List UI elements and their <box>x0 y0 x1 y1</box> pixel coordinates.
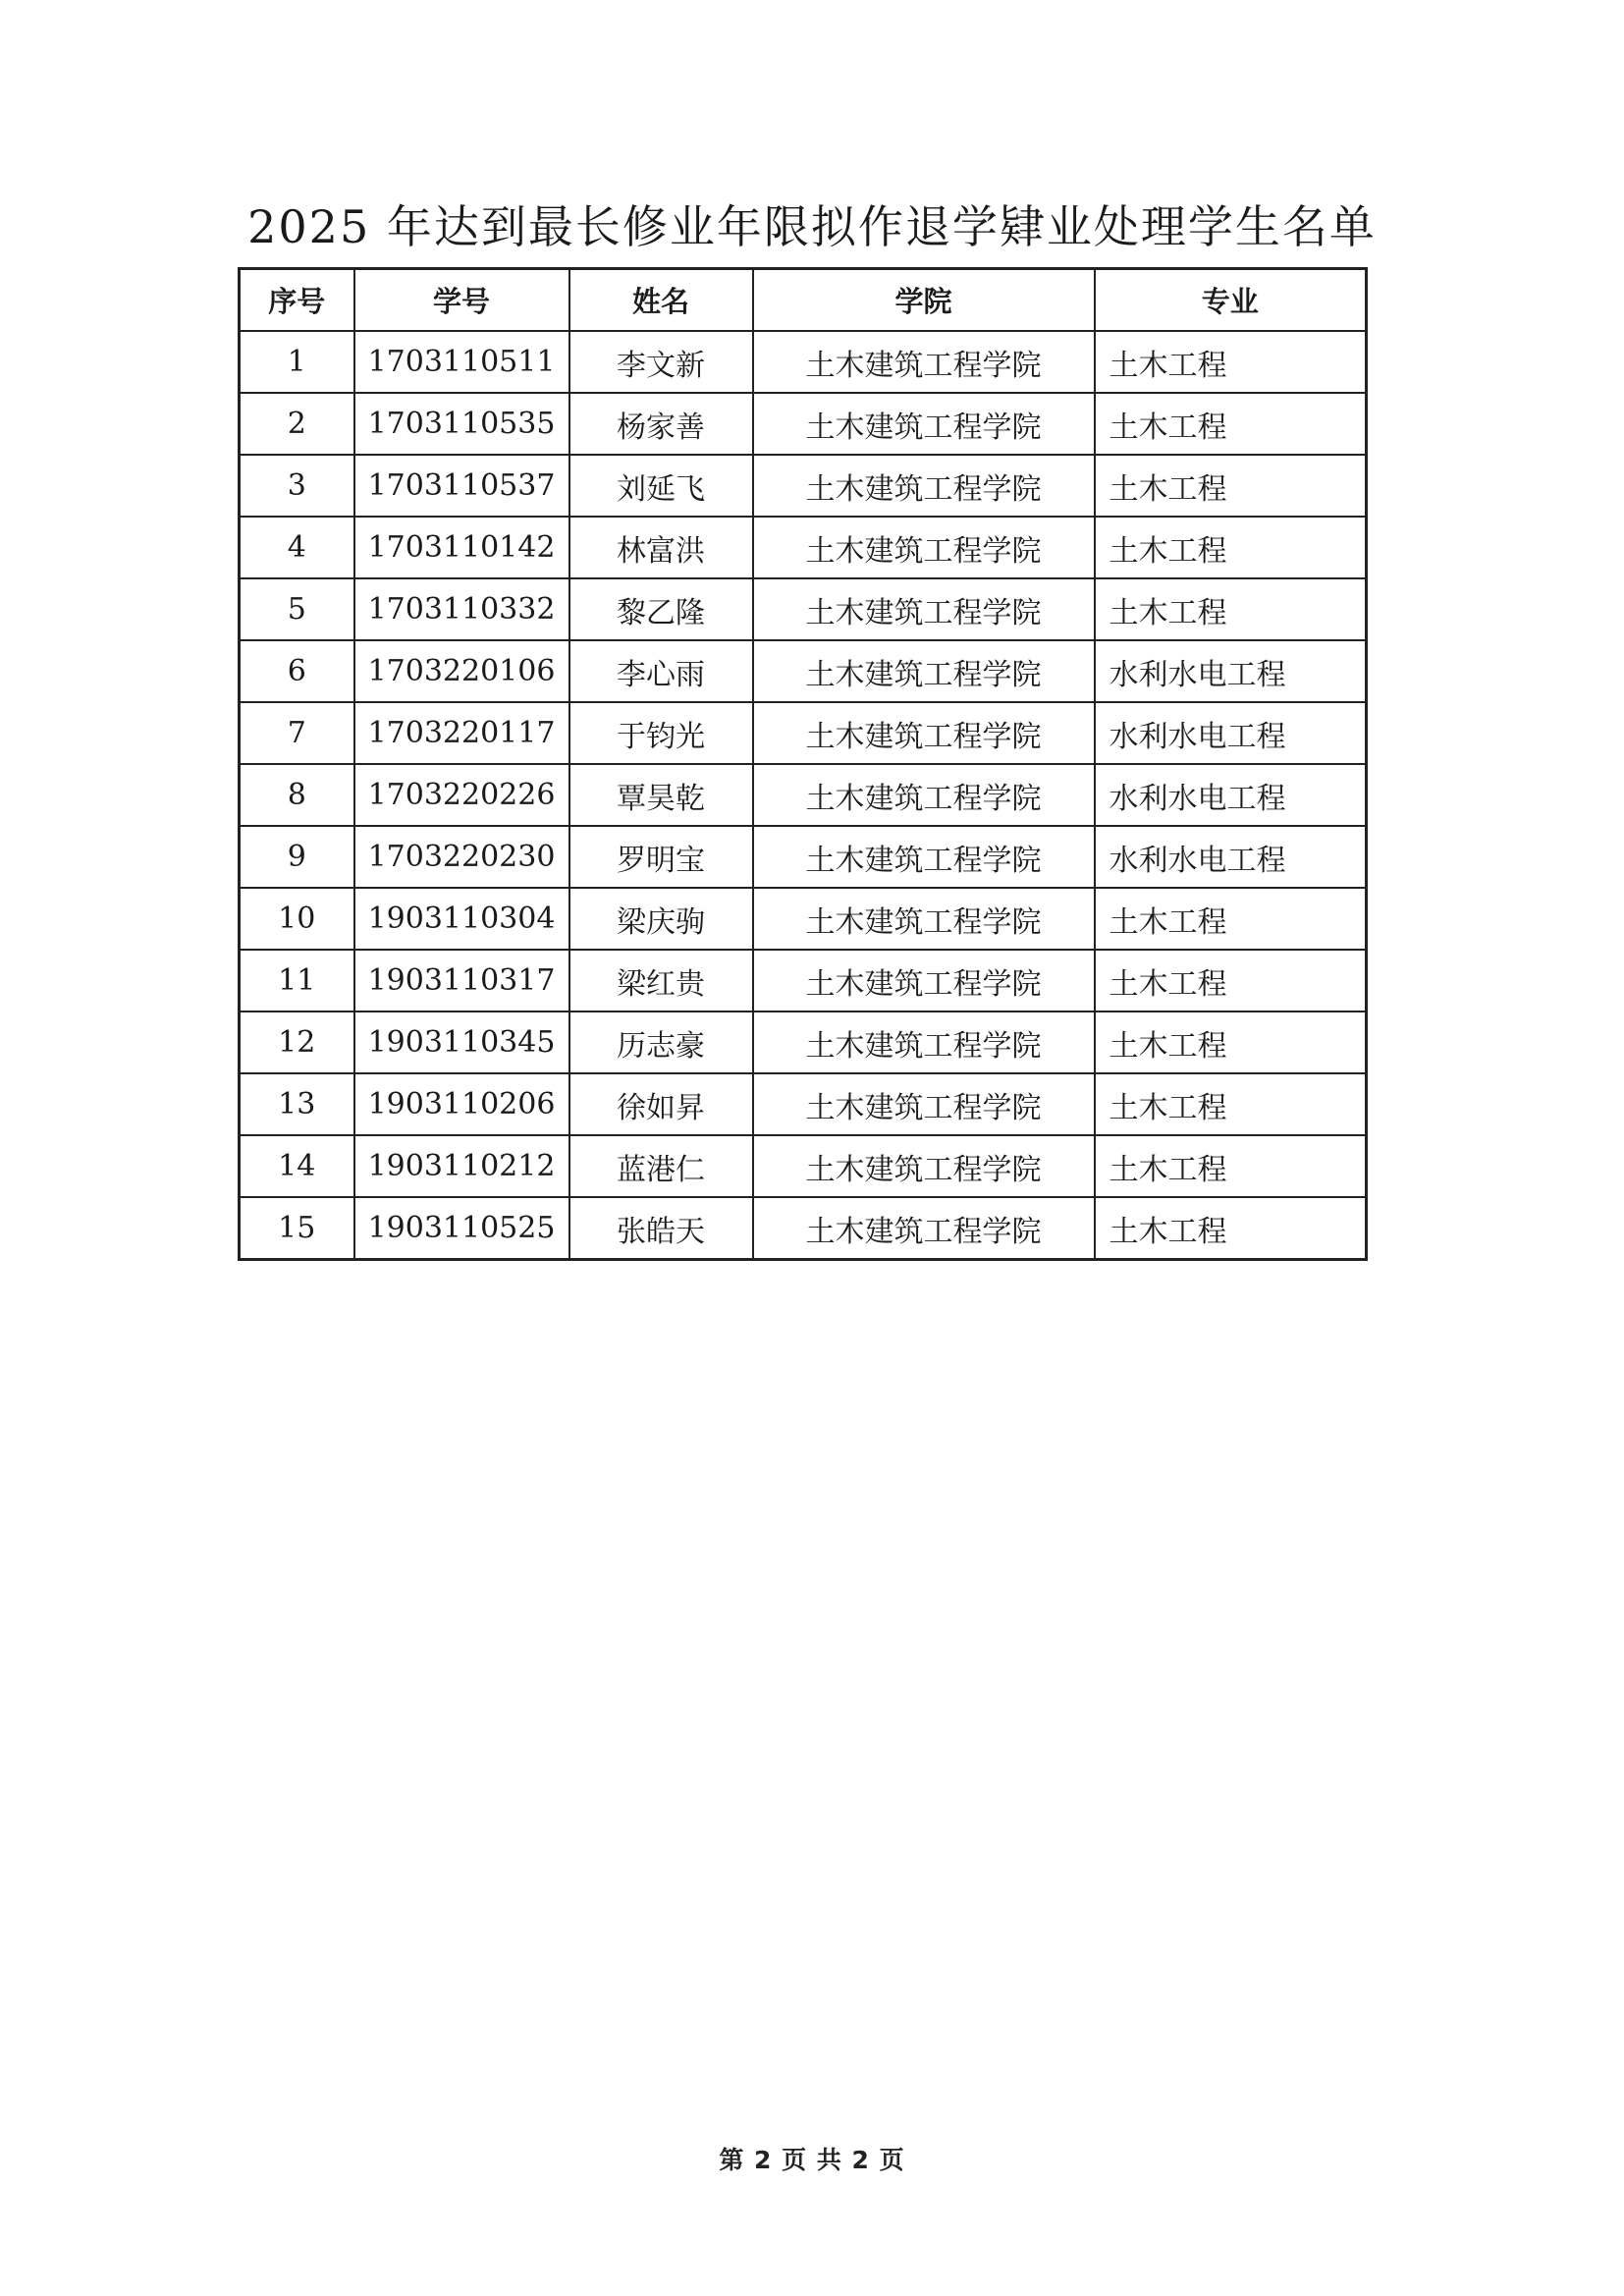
cell-student-id: 1903110304 <box>354 888 569 950</box>
cell-college: 土木建筑工程学院 <box>753 578 1095 640</box>
cell-college: 土木建筑工程学院 <box>753 1197 1095 1260</box>
cell-student-id: 1903110206 <box>354 1073 569 1135</box>
cell-index: 4 <box>240 517 354 578</box>
cell-major: 土木工程 <box>1095 1135 1367 1197</box>
cell-index: 12 <box>240 1011 354 1073</box>
cell-name: 蓝港仁 <box>569 1135 753 1197</box>
cell-major: 土木工程 <box>1095 950 1367 1011</box>
cell-index: 6 <box>240 640 354 702</box>
cell-student-id: 1703110332 <box>354 578 569 640</box>
cell-index: 3 <box>240 455 354 517</box>
cell-major: 水利水电工程 <box>1095 702 1367 764</box>
header-index: 序号 <box>240 269 354 332</box>
table-row <box>240 1073 1367 1135</box>
cell-major: 水利水电工程 <box>1095 764 1367 826</box>
cell-name: 梁红贵 <box>569 950 753 1011</box>
cell-major: 水利水电工程 <box>1095 640 1367 702</box>
cell-student-id: 1703220230 <box>354 826 569 888</box>
cell-name: 徐如昇 <box>569 1073 753 1135</box>
cell-student-id: 1703220117 <box>354 702 569 764</box>
cell-major: 土木工程 <box>1095 455 1367 517</box>
cell-index: 8 <box>240 764 354 826</box>
cell-name: 覃昊乾 <box>569 764 753 826</box>
cell-name: 黎乙隆 <box>569 578 753 640</box>
cell-major: 土木工程 <box>1095 1073 1367 1135</box>
cell-student-id: 1703110511 <box>354 331 569 393</box>
cell-major: 土木工程 <box>1095 393 1367 455</box>
table-row <box>240 1011 1367 1073</box>
student-roster-table <box>238 267 1368 1261</box>
cell-major: 土木工程 <box>1095 1197 1367 1260</box>
cell-major: 土木工程 <box>1095 1011 1367 1073</box>
table-row <box>240 764 1367 826</box>
cell-major: 土木工程 <box>1095 517 1367 578</box>
cell-index: 7 <box>240 702 354 764</box>
cell-major: 土木工程 <box>1095 331 1367 393</box>
cell-student-id: 1903110525 <box>354 1197 569 1260</box>
cell-major: 土木工程 <box>1095 888 1367 950</box>
cell-name: 梁庆驹 <box>569 888 753 950</box>
cell-index: 10 <box>240 888 354 950</box>
page-footer: 第 2 页 共 2 页 <box>719 2146 905 2174</box>
cell-name: 杨家善 <box>569 393 753 455</box>
header-college: 学院 <box>753 269 1095 332</box>
cell-index: 13 <box>240 1073 354 1135</box>
cell-student-id: 1703110142 <box>354 517 569 578</box>
cell-index: 1 <box>240 331 354 393</box>
cell-index: 2 <box>240 393 354 455</box>
cell-name: 刘延飞 <box>569 455 753 517</box>
cell-name: 历志豪 <box>569 1011 753 1073</box>
cell-index: 11 <box>240 950 354 1011</box>
cell-index: 9 <box>240 826 354 888</box>
header-student-id: 学号 <box>354 269 569 332</box>
cell-major: 水利水电工程 <box>1095 826 1367 888</box>
table-body <box>240 331 1367 1260</box>
cell-college: 土木建筑工程学院 <box>753 1073 1095 1135</box>
cell-name: 李心雨 <box>569 640 753 702</box>
cell-college: 土木建筑工程学院 <box>753 950 1095 1011</box>
cell-major: 土木工程 <box>1095 578 1367 640</box>
table-row <box>240 888 1367 950</box>
header-major: 专业 <box>1095 269 1367 332</box>
table-row <box>240 517 1367 578</box>
cell-index: 5 <box>240 578 354 640</box>
cell-college: 土木建筑工程学院 <box>753 702 1095 764</box>
table-row <box>240 1197 1367 1260</box>
header-name: 姓名 <box>569 269 753 332</box>
cell-student-id: 1903110345 <box>354 1011 569 1073</box>
table-row <box>240 1135 1367 1197</box>
cell-college: 土木建筑工程学院 <box>753 764 1095 826</box>
cell-student-id: 1903110317 <box>354 950 569 1011</box>
cell-college: 土木建筑工程学院 <box>753 455 1095 517</box>
table-row <box>240 455 1367 517</box>
cell-name: 罗明宝 <box>569 826 753 888</box>
cell-college: 土木建筑工程学院 <box>753 331 1095 393</box>
cell-college: 土木建筑工程学院 <box>753 1135 1095 1197</box>
cell-college: 土木建筑工程学院 <box>753 393 1095 455</box>
cell-name: 林富洪 <box>569 517 753 578</box>
table-row <box>240 950 1367 1011</box>
table-row <box>240 331 1367 393</box>
cell-student-id: 1703220226 <box>354 764 569 826</box>
cell-college: 土木建筑工程学院 <box>753 888 1095 950</box>
cell-name: 张皓天 <box>569 1197 753 1260</box>
page-title: 2025 年达到最长修业年限拟作退学肄业处理学生名单 <box>247 200 1377 253</box>
table-row <box>240 702 1367 764</box>
cell-college: 土木建筑工程学院 <box>753 826 1095 888</box>
cell-student-id: 1703220106 <box>354 640 569 702</box>
table-row <box>240 578 1367 640</box>
cell-name: 于钧光 <box>569 702 753 764</box>
cell-college: 土木建筑工程学院 <box>753 640 1095 702</box>
cell-college: 土木建筑工程学院 <box>753 1011 1095 1073</box>
cell-index: 15 <box>240 1197 354 1260</box>
table-row <box>240 393 1367 455</box>
cell-student-id: 1903110212 <box>354 1135 569 1197</box>
table-row <box>240 826 1367 888</box>
table-header-row <box>240 269 1367 332</box>
table-row <box>240 640 1367 702</box>
cell-student-id: 1703110537 <box>354 455 569 517</box>
cell-college: 土木建筑工程学院 <box>753 517 1095 578</box>
cell-index: 14 <box>240 1135 354 1197</box>
cell-student-id: 1703110535 <box>354 393 569 455</box>
cell-name: 李文新 <box>569 331 753 393</box>
